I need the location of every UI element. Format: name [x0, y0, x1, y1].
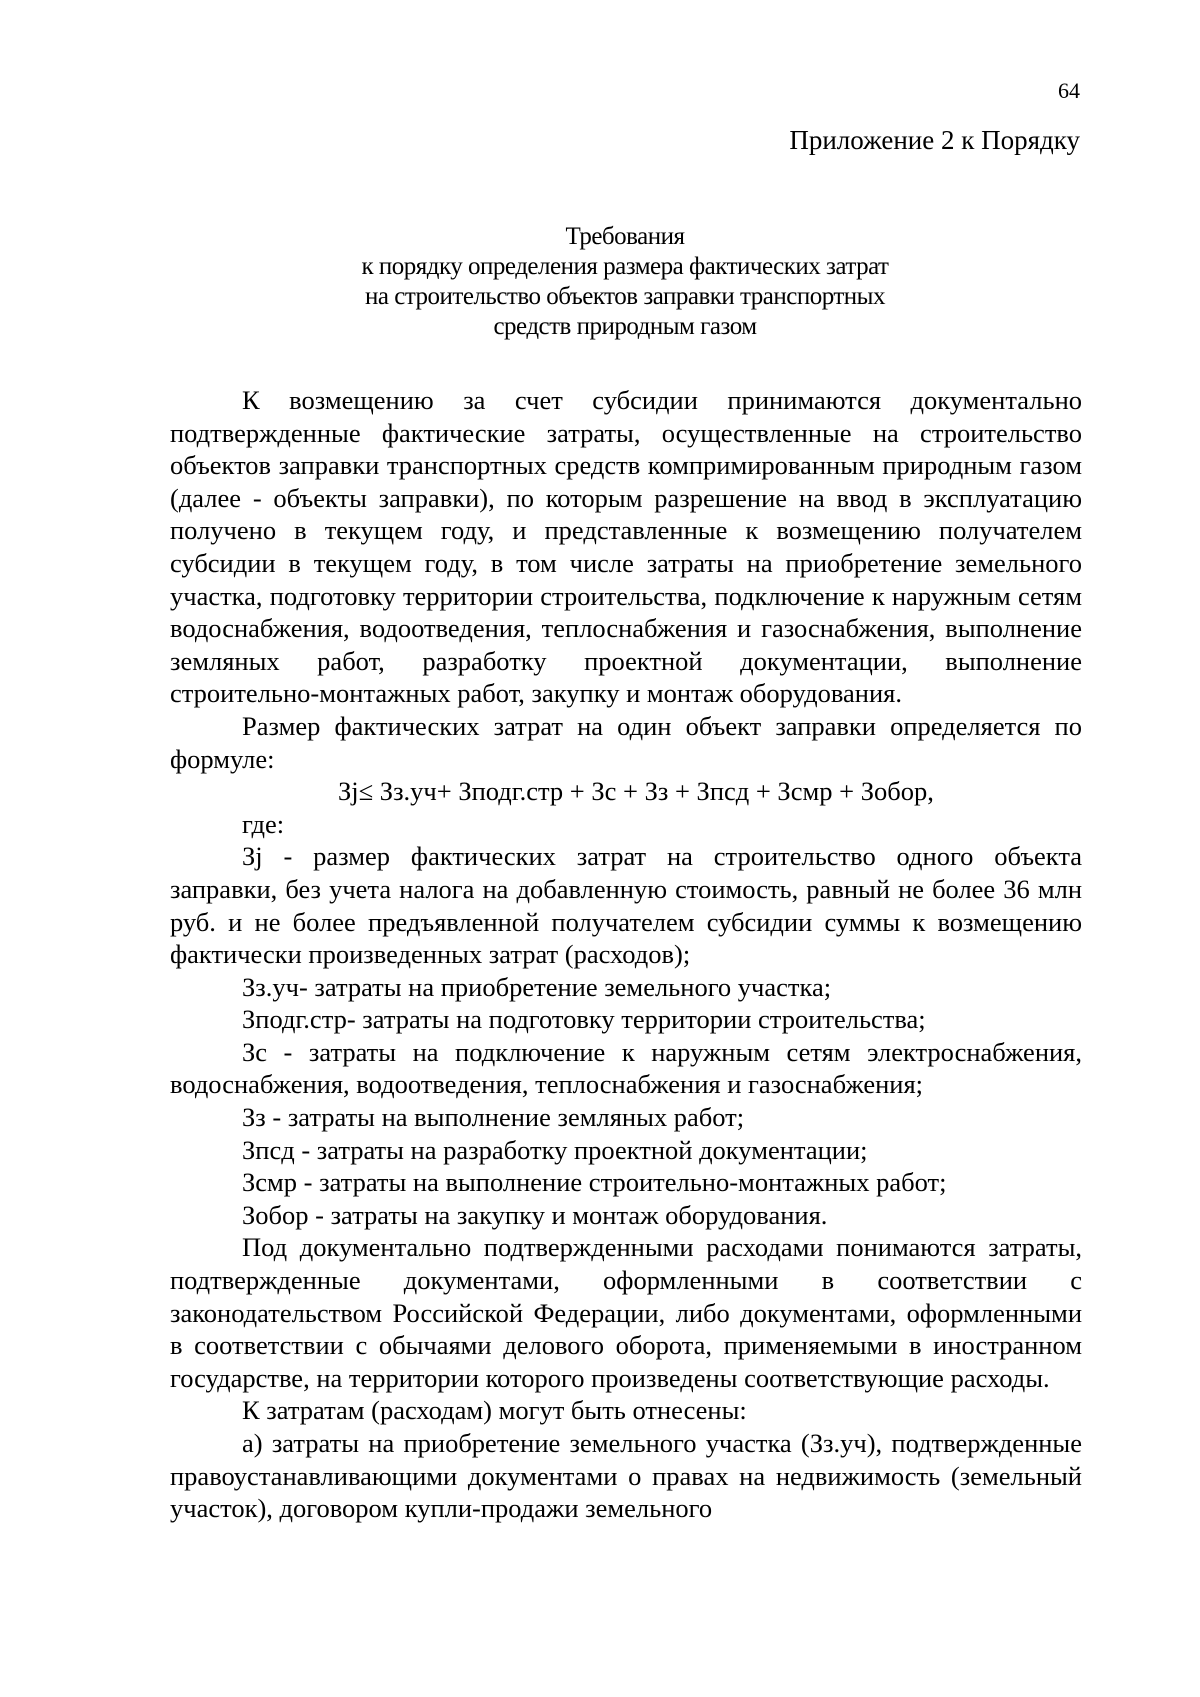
page-number: 64 [1058, 78, 1080, 103]
title-line: средств природным газом [493, 313, 757, 340]
paragraph: К затратам (расходам) могут быть отнесены: [242, 1395, 747, 1426]
document-body [170, 384, 1082, 1525]
paragraph: К возмещению за счет субсидии принимаются документально подтвержденные фактические затраты, осуществленные на строительство объектов заправки транспортных средств компримированным природным газом (далее - объекты заправки), по которым разрешение на ввод в эксплуатацию получено в текущем году, и представленные к возмещению получателем субсидии в текущем году, в том числе затраты на приобретение земельного участка, подготовку территории строительства, подключение к наружным сетям водоснабжения, водоотведения, теплоснабжения и газоснабжения, выполнение земляных работ, разработку проектной документации, выполнение строительно-монтажных работ, закупку и монтаж оборудования. [170, 385, 1082, 709]
title-line: Требования [565, 223, 685, 250]
definition-item: Зсмр - затраты на выполнение строительно-монтажных работ; [242, 1167, 947, 1198]
annex-reference: Приложение 2 к Порядку [789, 125, 1080, 155]
title-line: к порядку определения размера фактических затрат [361, 253, 889, 280]
paragraph: Под документально подтвержденными расходами понимаются затраты, подтвержденные документами, оформленными в соответствии с законодательством Российской Федерации, либо документами, оформленными в соответствии с обычаями делового оборота, применяемыми в иностранном государстве, на территории которого произведены соответствующие расходы. [170, 1232, 1082, 1393]
definition-item: Зj - размер фактических затрат на строительство одного объекта заправки, без учета налога на добавленную стоимость, равный не более 36 млн руб. и не более предъявленной получателем субсидии суммы к возмещению фактически произведенных затрат (расходов); [170, 841, 1082, 970]
definition-item: Зз - затраты на выполнение земляных работ; [242, 1102, 745, 1133]
definition-item: Зс - затраты на подключение к наружным сетям электроснабжения, водоснабжения, водоотведения, теплоснабжения и газоснабжения; [170, 1036, 1082, 1100]
where-label: где: [242, 808, 285, 839]
document-title [170, 222, 1080, 342]
paragraph: а) затраты на приобретение земельного участка (Зз.уч), подтвержденные правоустанавливающими документами о правах на недвижимость (земельный участок), договором купли-продажи земельного [170, 1428, 1082, 1524]
paragraph: Размер фактических затрат на один объект заправки определяется по формуле: [170, 710, 1082, 774]
definition-item: Зобор - затраты на закупку и монтаж оборудования. [242, 1199, 828, 1230]
cost-formula: Зj≤ Зз.уч+ Зподг.стр + Зс + Зз + Зпсд + Зсмр + Зобор, [338, 776, 934, 807]
title-line: на строительство объектов заправки транспортных [365, 283, 885, 310]
definition-item: Зподг.стр- затраты на подготовку территории строительства; [242, 1004, 926, 1035]
definition-item: Зз.уч- затраты на приобретение земельного участка; [242, 971, 832, 1002]
definition-item: Зпсд - затраты на разработку проектной документации; [242, 1134, 868, 1165]
